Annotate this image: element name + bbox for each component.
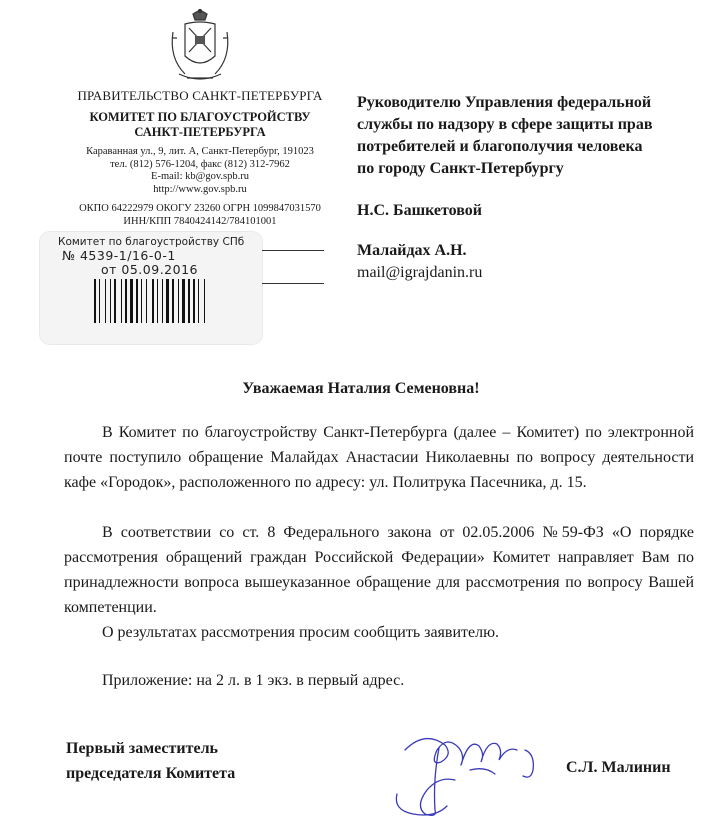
committee-name-line2: САНКТ-ПЕТЕРБУРГА <box>134 125 266 139</box>
recipient-title-line4: по городу Санкт-Петербургу <box>357 160 564 177</box>
address-line: Караванная ул., 9, лит. А, Санкт-Петербург, 191023 <box>86 146 314 157</box>
coat-of-arms-icon <box>165 8 235 88</box>
committee-codes <box>60 203 340 228</box>
committee-name-line1: КОМИТЕТ ПО БЛАГОУСТРОЙСТВУ <box>89 110 311 124</box>
copy-recipient-name: Малайдах А.Н. <box>357 242 467 259</box>
body-paragraph-2: В соответствии со ст. 8 Федерального закона от 02.05.2006 №59-ФЗ «О порядке рассмотрения обращений граждан Российской Федерации» Комитет направляет Вам по принадлежности вопроса вышеуказанное обращение для рассмотрения по вопросу Вашей компетенции. <box>64 524 694 616</box>
recipient-title-line2: службы по надзору в сфере защиты прав <box>357 116 653 133</box>
committee-name <box>60 110 340 140</box>
recipient-name: Н.С. Башкетовой <box>357 202 483 219</box>
phone-line: тел. (812) 576-1204, факс (812) 312-7962 <box>110 158 290 170</box>
body-paragraph-3: О результатах рассмотрения просим сообщить заявителю. <box>102 624 500 641</box>
register-line-2 <box>262 283 324 284</box>
sticker-org: Комитет по благоустройству СПб <box>58 236 245 248</box>
recipient-title <box>357 92 707 180</box>
copy-recipient-email: mail@igrajdanin.ru <box>357 264 483 281</box>
signer-name: С.Л. Малинин <box>566 759 671 776</box>
handwritten-signature <box>375 710 550 825</box>
committee-contacts <box>60 146 340 196</box>
greeting: Уважаемая Наталия Семеновна! <box>242 380 480 397</box>
signer-position-line2: председателя Комитета <box>66 765 236 782</box>
codes-line1: ОКПО 64222979 ОКОГУ 23260 ОГРН 1099847031570 <box>79 203 321 214</box>
sticker-date: от 05.09.2016 <box>101 262 198 277</box>
recipient-title-line1: Руководителю Управления федеральной <box>357 94 652 111</box>
signer-position-line1: Первый заместитель <box>66 740 218 757</box>
codes-line2: ИНН/КПП 7840424142/784101001 <box>123 215 277 227</box>
barcode-icon <box>94 279 224 323</box>
register-line-1 <box>262 250 324 251</box>
recipient-title-line3: потребителей и благополучия человека <box>357 138 643 155</box>
government-name: ПРАВИТЕЛЬСТВО САНКТ-ПЕТЕРБУРГА <box>77 88 323 103</box>
sticker-number: № 4539-1/16-0-1 <box>62 248 176 263</box>
website-line: http://www.gov.spb.ru <box>153 183 247 195</box>
attachment-note: Приложение: на 2 л. в 1 экз. в первый адрес. <box>102 672 405 689</box>
email-line: E-mail: kb@gov.spb.ru <box>151 171 249 182</box>
signer-position <box>66 736 235 786</box>
body-paragraph-1: В Комитет по благоустройству Санкт-Петербурга (далее – Комитет) по электронной почте поступило обращение Малайдах Анастасии Николаевны по вопросу деятельности кафе «Городок», расположенного по адресу: ул. Политрука Пасечника, д. 15. <box>64 424 694 491</box>
